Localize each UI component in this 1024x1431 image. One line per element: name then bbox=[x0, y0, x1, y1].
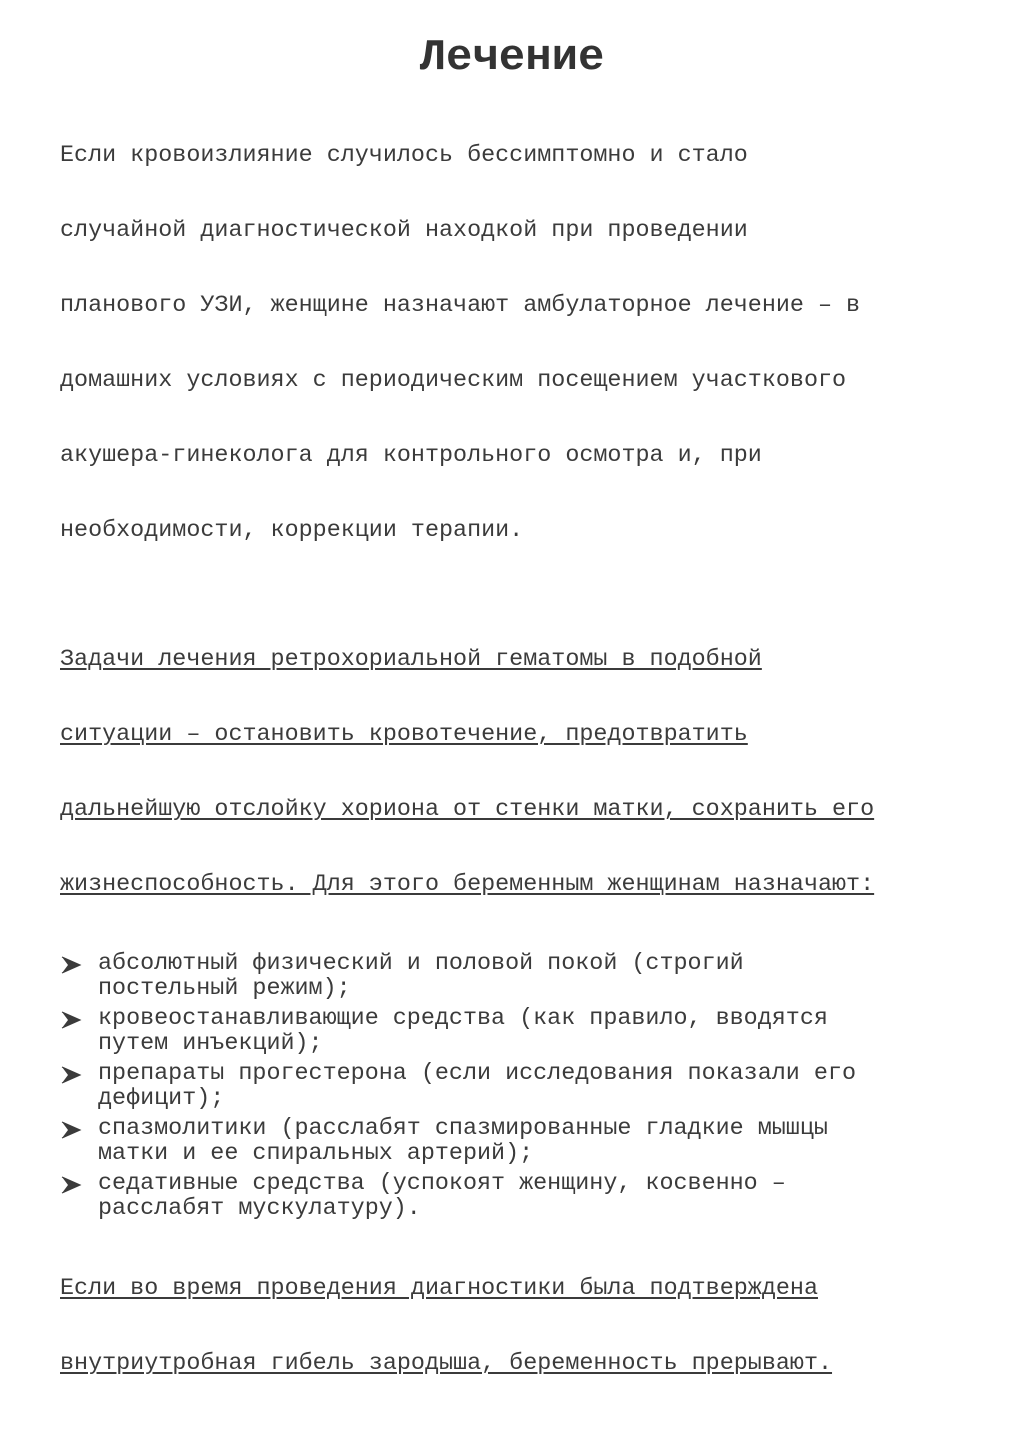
list-item-line: седативные средства (успокоят женщину, косвенно – bbox=[98, 1171, 786, 1197]
list-item bbox=[60, 1062, 960, 1112]
paragraph-line: необходимости, коррекции терапии. bbox=[60, 518, 524, 544]
arrowhead-bullet-icon bbox=[60, 1011, 82, 1029]
list-item-line: дефицит); bbox=[98, 1086, 225, 1112]
list-item-line: спазмолитики (расслабят спазмированные гладкие мышцы bbox=[98, 1116, 828, 1142]
paragraph-line: внутриутробная гибель зародыша, беременность прерывают. bbox=[60, 1351, 833, 1377]
paragraph-line: жизнеспособность. Для этого беременным женщинам назначают: bbox=[60, 872, 875, 898]
list-item bbox=[60, 1007, 960, 1057]
paragraph-line: ситуации – остановить кровотечение, предотвратить bbox=[60, 722, 748, 748]
paragraph-line: акушера-гинеколога для контрольного осмотра и, при bbox=[60, 443, 762, 469]
list-item bbox=[60, 1117, 960, 1167]
list-item-line: путем инъекций); bbox=[98, 1031, 323, 1057]
paragraph-line: Задачи лечения ретрохориальной гематомы в подобной bbox=[60, 647, 762, 673]
list-item-line: расслабят мускулатуру). bbox=[98, 1196, 421, 1222]
arrowhead-bullet-icon bbox=[60, 1176, 82, 1194]
list-item-line: матки и ее спиральных артерий); bbox=[98, 1141, 534, 1167]
paragraph-treatment-goals bbox=[60, 598, 960, 948]
paragraph-line: домашних условиях с периодическим посещением участкового bbox=[60, 368, 847, 394]
arrowhead-bullet-icon bbox=[60, 956, 82, 974]
paragraph-line: планового УЗИ, женщине назначают амбулаторное лечение – в bbox=[60, 293, 861, 319]
list-item bbox=[60, 952, 960, 1002]
treatment-list bbox=[60, 952, 960, 1222]
list-item-line: препараты прогестерона (если исследования показали его bbox=[98, 1061, 856, 1087]
list-item-line: абсолютный физический и половой покой (строгий bbox=[98, 951, 744, 977]
slide-content bbox=[60, 94, 960, 1431]
paragraph-line: Если кровоизлияние случилось бессимптомно и стало bbox=[60, 143, 748, 169]
paragraph-termination bbox=[60, 1227, 960, 1427]
paragraph-line: случайной диагностической находкой при проведении bbox=[60, 218, 748, 244]
list-item-line: кровеостанавливающие средства (как правило, вводятся bbox=[98, 1006, 828, 1032]
paragraph-line: Если во время проведения диагностики была подтверждена bbox=[60, 1276, 818, 1302]
paragraph-outpatient-treatment bbox=[60, 94, 960, 594]
arrowhead-bullet-icon bbox=[60, 1121, 82, 1139]
list-item-line: постельный режим); bbox=[98, 976, 351, 1002]
paragraph-line: дальнейшую отслойку хориона от стенки матки, сохранить его bbox=[60, 797, 875, 823]
arrowhead-bullet-icon bbox=[60, 1066, 82, 1084]
page-title: Лечение bbox=[419, 33, 605, 83]
list-item bbox=[60, 1172, 960, 1222]
